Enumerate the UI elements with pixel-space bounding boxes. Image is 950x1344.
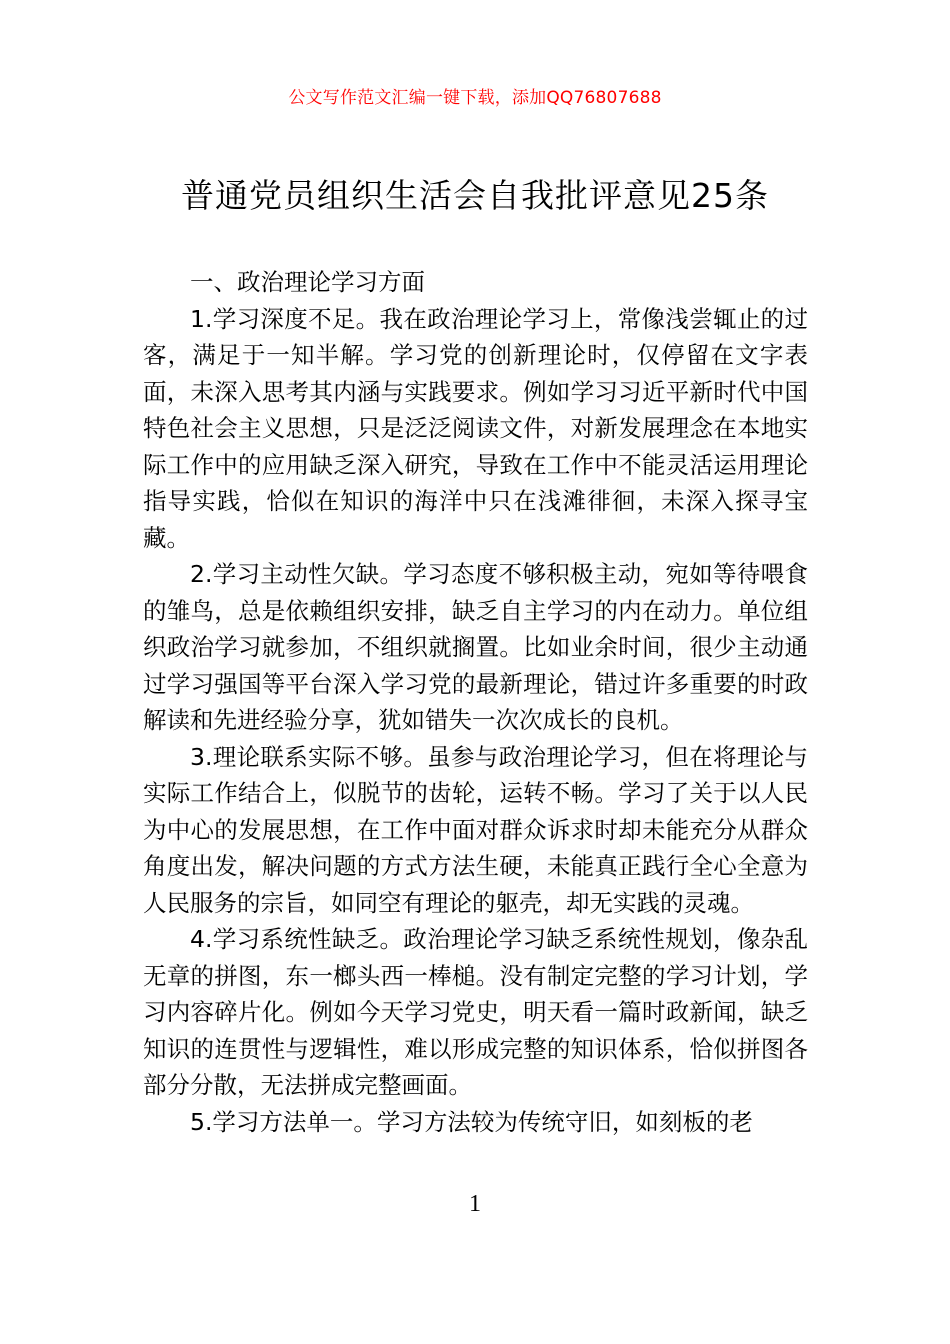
document-body	[143, 264, 808, 1140]
download-notice: 公文写作范文汇编一键下载，添加QQ76807688	[288, 88, 662, 108]
paragraph-3: 3.理论联系实际不够。虽参与政治理论学习，但在将理论与实际工作结合上，似脱节的齿轮，运转不畅。学习了关于以人民为中心的发展思想，在工作中面对群众诉求时却未能充分从群众角度出发，解决问题的方式方法生硬，未能真正践行全心全意为人民服务的宗旨，如同空有理论的躯壳，却无实践的灵魂。	[143, 742, 808, 917]
section-heading: 一、政治理论学习方面	[190, 268, 425, 296]
paragraph-1: 1.学习深度不足。我在政治理论学习上，常像浅尝辄止的过客，满足于一知半解。学习党的创新理论时，仅停留在文字表面，未深入思考其内涵与实践要求。例如学习习近平新时代中国特色社会主义思想，只是泛泛阅读文件，对新发展理念在本地实际工作中的应用缺乏深入研究，导致在工作中不能灵活运用理论指导实践，恰似在知识的海洋中只在浅滩徘徊，未深入探寻宝藏。	[143, 304, 808, 552]
page-number: 1	[469, 1191, 481, 1217]
paragraph-4: 4.学习系统性缺乏。政治理论学习缺乏系统性规划，像杂乱无章的拼图，东一榔头西一棒槌。没有制定完整的学习计划，学习内容碎片化。例如今天学习党史，明天看一篇时政新闻，缺乏知识的连贯性与逻辑性，难以形成完整的知识体系，恰似拼图各部分分散，无法拼成完整画面。	[143, 925, 808, 1099]
document-title: 普通党员组织生活会自我批评意见25条	[181, 176, 769, 215]
paragraph-2: 2.学习主动性欠缺。学习态度不够积极主动，宛如等待喂食的雏鸟，总是依赖组织安排，缺乏自主学习的内在动力。单位组织政治学习就参加，不组织就搁置。比如业余时间，很少主动通过学习强国等平台深入学习党的最新理论，错过许多重要的时政解读和先进经验分享，犹如错失一次次成长的良机。	[143, 560, 808, 734]
paragraph-5: 5.学习方法单一。学习方法较为传统守旧，如刻板的老	[190, 1107, 753, 1136]
